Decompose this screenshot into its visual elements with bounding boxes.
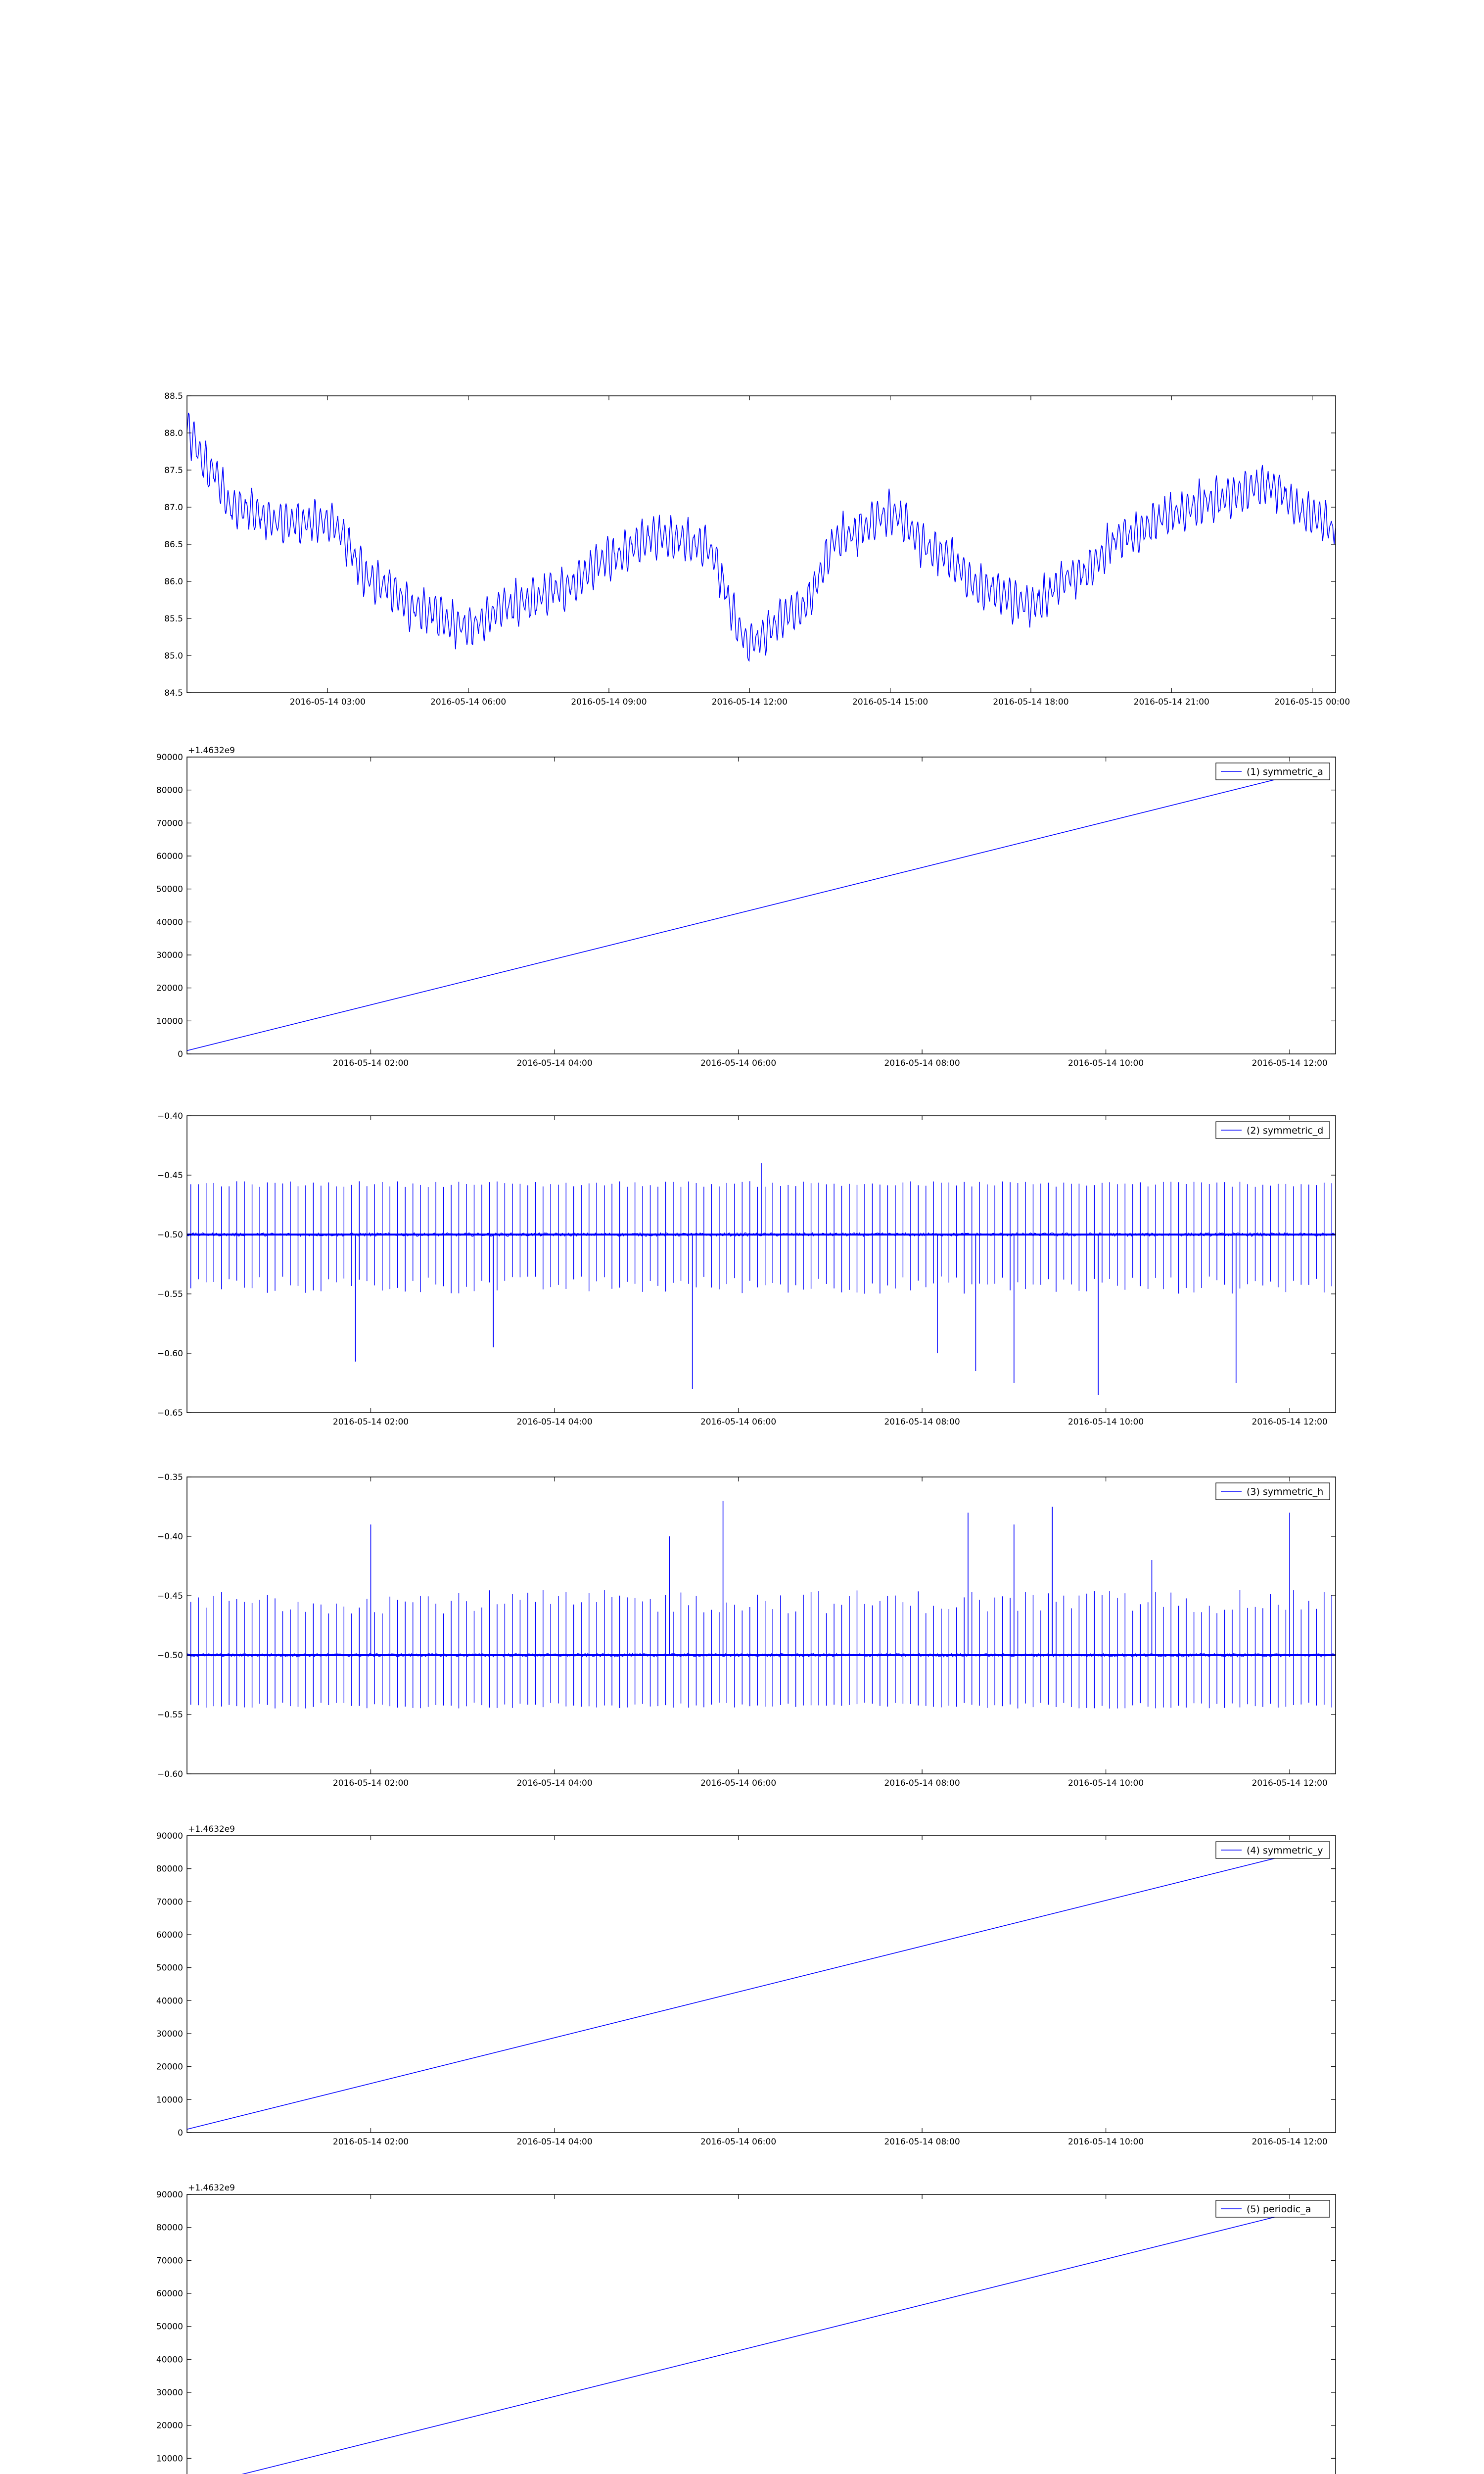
x-tick-label: 2016-05-14 04:00: [516, 2137, 593, 2147]
y-tick-label: 84.5: [164, 688, 183, 698]
x-tick-label: 2016-05-14 06:00: [700, 1058, 777, 1068]
x-tick-label: 2016-05-14 18:00: [993, 697, 1069, 707]
x-tick-label: 2016-05-14 12:00: [1252, 2137, 1328, 2147]
legend: [1216, 2200, 1330, 2217]
y-tick-label: 60000: [156, 1930, 183, 1940]
y-tick-label: 30000: [156, 2029, 183, 2039]
x-tick-label: 2016-05-14 21:00: [1133, 697, 1209, 707]
y-tick-label: 87.0: [164, 503, 183, 513]
y-tick-label: 30000: [156, 951, 183, 960]
x-tick-label: 2016-05-14 04:00: [516, 1778, 593, 1788]
series-5-periodic-a: [187, 2208, 1313, 2474]
y-tick-label: 86.0: [164, 577, 183, 587]
x-tick-label: 2016-05-14 09:00: [571, 697, 647, 707]
y-tick-label: 85.5: [164, 614, 183, 624]
y-tick-label: 40000: [156, 1996, 183, 2006]
axes-frame: [187, 1836, 1336, 2133]
chart-panel-3: [157, 1111, 1336, 1427]
legend-entry: (4) symmetric_y: [1247, 1845, 1323, 1856]
chart-panel-2: [156, 746, 1336, 1068]
x-tick-label: 2016-05-14 08:00: [884, 1778, 960, 1788]
x-tick-label: 2016-05-14 08:00: [884, 2137, 960, 2147]
y-offset-label: +1.4632e9: [188, 2183, 235, 2193]
y-tick-label: 80000: [156, 785, 183, 796]
x-tick-label: 2016-05-14 06:00: [700, 1778, 777, 1788]
x-tick-label: 2016-05-14 02:00: [332, 1417, 409, 1427]
legend-entry: (2) symmetric_d: [1247, 1125, 1324, 1136]
y-tick-label: 40000: [156, 2355, 183, 2365]
axes-frame: [187, 757, 1336, 1054]
series-1-symmetric-a: [187, 770, 1313, 1051]
y-tick-label: 70000: [156, 2256, 183, 2266]
x-tick-label: 2016-05-14 06:00: [700, 2137, 777, 2147]
chart-panel-6: [156, 2183, 1336, 2474]
y-tick-label: −0.60: [157, 1349, 183, 1359]
y-tick-label: 50000: [156, 1963, 183, 1973]
y-tick-label: 90000: [156, 1831, 183, 1841]
series-line: [187, 413, 1336, 661]
x-tick-label: 2016-05-14 10:00: [1067, 1417, 1144, 1427]
y-tick-label: 0: [178, 2128, 183, 2138]
x-tick-label: 2016-05-14 08:00: [884, 1417, 960, 1427]
y-tick-label: 88.0: [164, 428, 183, 438]
axes-frame: [187, 2194, 1336, 2474]
y-tick-label: 90000: [156, 753, 183, 762]
y-tick-label: 10000: [156, 1016, 183, 1027]
y-tick-label: 50000: [156, 2322, 183, 2332]
x-tick-label: 2016-05-14 02:00: [332, 1778, 409, 1788]
legend-entry: (5) periodic_a: [1247, 2204, 1311, 2215]
y-tick-label: 80000: [156, 2223, 183, 2233]
y-tick-label: 10000: [156, 2454, 183, 2464]
x-tick-label: 2016-05-14 02:00: [332, 2137, 409, 2147]
x-tick-label: 2016-05-14 06:00: [700, 1417, 777, 1427]
legend-entry: (1) symmetric_a: [1247, 766, 1323, 777]
x-tick-label: 2016-05-14 12:00: [1252, 1058, 1328, 1068]
y-tick-label: 20000: [156, 2062, 183, 2072]
y-tick-label: 10000: [156, 2095, 183, 2105]
y-offset-label: +1.4632e9: [188, 746, 235, 756]
series-line: [187, 1849, 1313, 2130]
x-tick-label: 2016-05-14 12:00: [1252, 1417, 1328, 1427]
y-tick-label: −0.60: [157, 1769, 183, 1779]
series-line: [187, 2208, 1313, 2474]
y-tick-label: 80000: [156, 1864, 183, 1874]
y-tick-label: 90000: [156, 2190, 183, 2200]
x-tick-label: 2016-05-14 03:00: [289, 697, 366, 707]
x-tick-label: 2016-05-14 08:00: [884, 1058, 960, 1068]
y-tick-label: 0: [178, 1049, 183, 1059]
y-tick-label: 70000: [156, 1897, 183, 1907]
legend: [1216, 1483, 1330, 1500]
series-1-1: [187, 413, 1336, 661]
y-tick-label: 20000: [156, 983, 183, 994]
chart-panel-5: [156, 1824, 1336, 2147]
legend: [1216, 1122, 1330, 1139]
y-tick-label: −0.65: [157, 1408, 183, 1418]
y-tick-label: 40000: [156, 917, 183, 928]
x-tick-label: 2016-05-14 10:00: [1067, 1058, 1144, 1068]
y-tick-label: −0.40: [157, 1111, 183, 1121]
y-tick-label: −0.50: [157, 1651, 183, 1661]
series-line: [187, 770, 1313, 1051]
y-tick-label: 60000: [156, 2289, 183, 2299]
series-3-symmetric-h: [187, 1501, 1336, 1709]
y-tick-label: 70000: [156, 818, 183, 829]
y-tick-label: −0.50: [157, 1230, 183, 1240]
x-tick-label: 2016-05-14 12:00: [1252, 1778, 1328, 1788]
x-tick-label: 2016-05-14 12:00: [711, 697, 788, 707]
y-tick-label: −0.45: [157, 1591, 183, 1601]
y-tick-label: −0.40: [157, 1532, 183, 1542]
x-tick-label: 2016-05-14 06:00: [430, 697, 507, 707]
axes-frame: [187, 396, 1336, 693]
y-tick-label: −0.45: [157, 1171, 183, 1181]
y-tick-label: 85.0: [164, 651, 183, 661]
y-tick-label: −0.55: [157, 1289, 183, 1299]
x-tick-label: 2016-05-14 10:00: [1067, 2137, 1144, 2147]
series-4-symmetric-y: [187, 1849, 1313, 2130]
x-tick-label: 2016-05-14 10:00: [1067, 1778, 1144, 1788]
series-spikes: [191, 1590, 1332, 1709]
legend-entry: (3) symmetric_h: [1247, 1486, 1324, 1497]
x-tick-label: 2016-05-14 04:00: [516, 1417, 593, 1427]
y-offset-label: +1.4632e9: [188, 1824, 235, 1834]
legend: [1216, 763, 1330, 780]
x-tick-label: 2016-05-14 04:00: [516, 1058, 593, 1068]
chart-panel-1: [164, 391, 1350, 707]
chart-panel-4: [157, 1473, 1336, 1788]
y-tick-label: 87.5: [164, 466, 183, 476]
y-tick-label: 20000: [156, 2421, 183, 2431]
y-tick-label: 30000: [156, 2388, 183, 2398]
x-tick-label: 2016-05-15 00:00: [1274, 697, 1350, 707]
y-tick-label: 86.5: [164, 540, 183, 550]
y-tick-label: −0.35: [157, 1473, 183, 1482]
y-tick-label: 60000: [156, 852, 183, 861]
x-tick-label: 2016-05-14 02:00: [332, 1058, 409, 1068]
legend: [1216, 1842, 1330, 1858]
x-tick-label: 2016-05-14 15:00: [852, 697, 928, 707]
y-tick-label: 50000: [156, 884, 183, 895]
y-tick-label: −0.55: [157, 1710, 183, 1720]
series-2-symmetric-d: [187, 1163, 1336, 1395]
y-tick-label: 88.5: [164, 391, 183, 401]
